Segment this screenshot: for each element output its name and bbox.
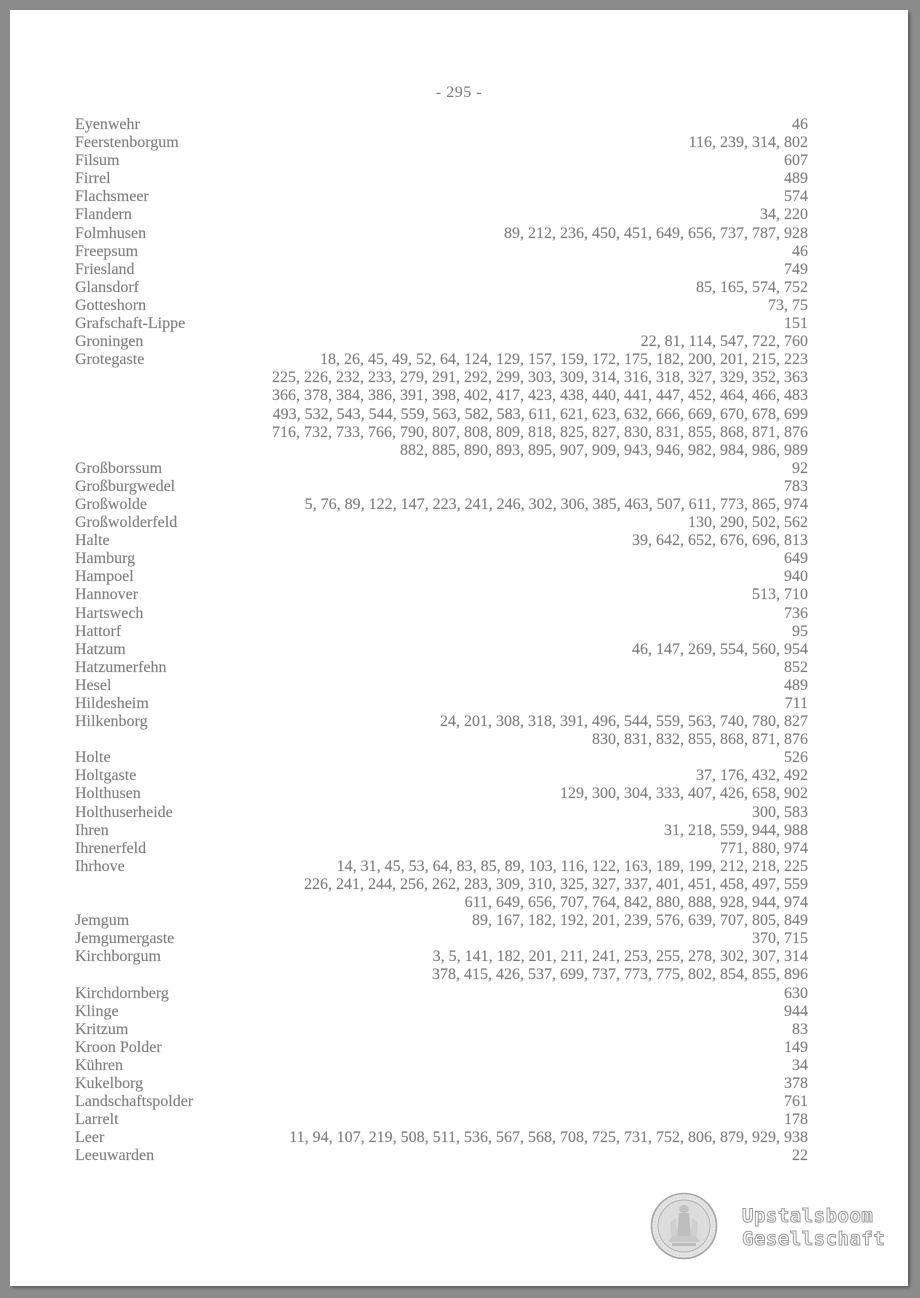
index-page-refs [147,496,808,514]
index-page-refs [154,1147,808,1165]
index-term: Filsum [75,152,120,170]
index-page-refs [144,351,808,460]
page-ref-line: 493, 532, 543, 544, 559, 563, 582, 583, 611, 621, 623, 632, 666, 669, 670, 678, 699 [272,405,808,423]
index-page-refs [174,930,808,948]
index-entry [75,315,808,333]
index-term: Leeuwarden [75,1147,155,1165]
index-page-refs [125,858,808,912]
index-entry [75,840,808,858]
page-ref-line: 31, 218, 559, 944, 988 [664,821,808,839]
index-term: Klinge [75,1002,119,1020]
index-page-refs [104,1129,808,1147]
index-term: Folmhusen [75,224,147,242]
index-entry [75,659,808,677]
index-entry [75,514,808,532]
index-page-refs [173,804,808,822]
index-entry [75,930,808,948]
index-page-refs [177,514,808,532]
index-term: Landschaftspolder [75,1093,194,1111]
index-term: Hattorf [75,622,122,640]
index-term: Ihrhove [75,857,125,875]
index-page-refs [146,840,808,858]
index-entry [75,948,808,984]
index-entry [75,351,808,460]
index-entry [75,188,808,206]
page-ref-line: 513, 710 [752,586,808,604]
index-entry [75,1039,808,1057]
index-term: Freepsum [75,242,139,260]
index-term: Holthuserheide [75,803,173,821]
index-page-refs [141,785,808,803]
page-ref-line: 3, 5, 141, 182, 201, 211, 241, 253, 255, 278, 302, 307, 314 [432,948,808,966]
index-entry [75,116,808,134]
index-term: Kritzum [75,1020,129,1038]
index-term: Großwolde [75,495,147,513]
index-entry [75,1111,808,1129]
index-page-refs [148,713,808,749]
index-term: Grafschaft-Lippe [75,315,186,333]
index-term: Groningen [75,333,144,351]
page-ref-line: 489 [784,170,808,188]
index-term: Hartswech [75,604,144,622]
page-ref-line: 830, 831, 832, 855, 868, 871, 876 [592,731,808,749]
index-entry [75,568,808,586]
index-entry [75,804,808,822]
index-term: Hamburg [75,550,136,568]
index-page-refs [149,695,808,713]
index-page-refs [169,985,808,1003]
page-ref-line: 716, 732, 733, 766, 790, 807, 808, 809, 818, 825, 827, 830, 831, 855, 868, 871, 876 [272,423,808,441]
index-page-refs [185,315,808,333]
index-term: Hannover [75,586,139,604]
index-page-refs [135,550,808,568]
page-ref-line: 378, 415, 426, 537, 699, 737, 773, 775, 802, 854, 855, 896 [432,966,808,984]
index-entry [75,1003,808,1021]
index-page-refs [111,749,808,767]
index-term: Jemgumergaste [75,930,175,948]
index-page-refs [129,912,808,930]
index-entry [75,1093,808,1111]
page-ref-line: 630 [784,984,808,1002]
index-entry [75,605,808,623]
index-term: Kroon Polder [75,1038,162,1056]
index-term: Larrelt [75,1111,119,1129]
index-term: Hildesheim [75,695,149,712]
index-page-refs [119,1111,808,1129]
index-term: Leer [75,1129,105,1147]
index-page-refs [111,170,808,188]
page-ref-line: 24, 201, 308, 318, 391, 496, 544, 559, 563, 740, 780, 827 [440,713,808,731]
index-term: Jemgum [75,912,130,930]
page-ref-line: 89, 212, 236, 450, 451, 649, 656, 737, 787, 928 [504,224,808,242]
page-ref-line: 761 [784,1093,808,1111]
page-ref-line: 89, 167, 182, 192, 201, 239, 576, 639, 707, 805, 849 [472,912,808,930]
index-term: Kühren [75,1056,123,1074]
page-ref-line: 92 [792,459,808,477]
index-entry [75,532,808,550]
index-page-refs [146,225,808,243]
place-index-list [75,116,808,1165]
index-entry [75,1057,808,1075]
page-ref-line: 649 [784,550,808,568]
page-ref-line: 611, 649, 656, 707, 764, 842, 880, 888, 928, 944, 974 [464,894,808,912]
page-ref-line: 489 [784,676,808,694]
index-page-refs [123,1057,808,1075]
index-term: Halte [75,532,110,550]
page-ref-line: 771, 880, 974 [720,839,808,857]
index-term: Firrel [75,170,111,188]
index-page-refs [119,152,808,170]
index-term: Ihrenerfeld [75,839,147,857]
index-entry [75,586,808,604]
index-entry [75,225,808,243]
index-entry [75,641,808,659]
index-entry [75,478,808,496]
index-entry [75,985,808,1003]
page-ref-line: 34 [792,1056,808,1074]
page-ref-line: 225, 226, 232, 233, 279, 291, 292, 299, 303, 309, 314, 316, 318, 327, 329, 352, 363 [272,369,808,387]
index-entry [75,695,808,713]
page-ref-line: 37, 176, 432, 492 [696,767,808,785]
index-term: Holthusen [75,785,141,803]
index-term: Kirchdornberg [75,984,169,1002]
page-ref-line: 178 [784,1111,808,1129]
index-term: Großburgwedel [75,477,176,495]
index-entry [75,767,808,785]
page-ref-line: 783 [784,477,808,495]
index-page-refs [162,1039,808,1057]
index-entry [75,460,808,478]
index-entry [75,1075,808,1093]
index-page-refs [134,568,808,586]
index-entry [75,912,808,930]
index-page-refs [167,659,808,677]
index-page-refs [143,605,808,623]
index-page-refs [143,333,808,351]
index-term: Großwolderfeld [75,514,178,532]
page-ref-line: 574 [784,188,808,206]
index-term: Hesel [75,676,112,694]
page-ref-line: 366, 378, 384, 386, 391, 398, 402, 417, 423, 438, 440, 441, 447, 452, 464, 466, 483 [272,387,808,405]
index-entry [75,170,808,188]
index-entry [75,297,808,315]
page-ref-line: 83 [792,1020,808,1038]
page-ref-line: 129, 300, 304, 333, 407, 426, 658, 902 [560,785,808,803]
page-ref-line: 22, 81, 114, 547, 722, 760 [640,333,808,351]
index-page-refs [162,460,808,478]
page-ref-line: 940 [784,568,808,586]
index-term: Hilkenborg [75,713,148,731]
index-term: Glansdorf [75,278,139,296]
index-term: Ihren [75,821,109,839]
page-ref-line: 944 [784,1002,808,1020]
page-ref-line: 151 [784,315,808,333]
page-ref-line: 85, 165, 574, 752 [696,278,808,296]
index-term: Flachsmeer [75,188,149,206]
brand-line-2: Gesellschaft [742,1228,886,1250]
page-ref-line: 149 [784,1038,808,1056]
index-page-refs [138,243,808,261]
index-term: Holtgaste [75,767,137,785]
index-entry [75,550,808,568]
page-ref-line: 46 [792,116,808,133]
index-entry [75,1021,808,1039]
index-entry [75,134,808,152]
page-ref-line: 526 [784,749,808,767]
index-term: Kirchborgum [75,948,161,966]
page-ref-line: 73, 75 [768,296,808,314]
index-entry [75,261,808,279]
index-term: Kukelborg [75,1074,144,1092]
index-page-refs [110,532,808,550]
index-page-refs [138,586,808,604]
index-term: Hatzum [75,640,126,658]
page-ref-line: 226, 241, 244, 256, 262, 283, 309, 310, 325, 327, 337, 401, 451, 458, 497, 559 [304,875,808,893]
page-ref-line: 749 [784,260,808,278]
index-page-refs [128,1021,808,1039]
index-page-refs [179,134,808,152]
index-page-refs [146,297,808,315]
index-page-refs [119,1003,808,1021]
index-term: Friesland [75,260,135,278]
index-entry [75,1147,808,1165]
index-page-refs [135,261,808,279]
index-page-refs [193,1093,808,1111]
page-ref-line: 39, 642, 652, 676, 696, 813 [632,532,808,550]
index-page-refs [140,116,808,134]
index-term: Großborssum [75,459,163,477]
society-seal-icon [650,1192,718,1260]
page-ref-line: 882, 885, 890, 893, 895, 907, 909, 943, 946, 982, 984, 986, 989 [400,441,808,459]
index-entry [75,677,808,695]
index-entry [75,713,808,749]
index-page-refs [139,279,808,297]
page-ref-line: 14, 31, 45, 53, 64, 83, 85, 89, 103, 116, 122, 163, 189, 199, 212, 218, 225 [336,857,808,875]
index-entry [75,785,808,803]
page-ref-line: 736 [784,604,808,622]
index-entry [75,152,808,170]
index-term: Feerstenborgum [75,134,179,152]
index-entry [75,623,808,641]
index-page-refs [143,1075,808,1093]
document-page [10,10,908,1286]
index-term: Hampoel [75,568,134,586]
index-entry [75,279,808,297]
index-entry [75,1129,808,1147]
page-ref-line: 852 [784,658,808,676]
index-term: Eyenwehr [75,116,140,133]
page-ref-line: 607 [784,152,808,170]
index-page-refs [149,188,808,206]
page-ref-line: 95 [792,622,808,640]
index-term: Holte [75,749,111,767]
index-page-refs [121,623,808,641]
page-ref-line: 22 [792,1147,808,1165]
index-entry [75,749,808,767]
index-page-refs [109,822,808,840]
index-entry [75,822,808,840]
page-ref-line: 34, 220 [760,206,808,224]
page-ref-line: 11, 94, 107, 219, 508, 511, 536, 567, 568, 708, 725, 731, 752, 806, 879, 929, 938 [289,1129,808,1147]
index-entry [75,333,808,351]
brand-line-1: Upstalsboom [742,1205,874,1227]
page-ref-line: 46 [792,242,808,260]
publisher-footer [650,1186,900,1268]
index-page-refs [126,641,808,659]
index-page-refs [111,677,808,695]
index-entry [75,243,808,261]
index-page-refs [136,767,808,785]
index-page-refs [161,948,808,984]
index-page-refs [132,206,808,224]
page-ref-line: 300, 583 [752,803,808,821]
page-number: - 295 - [435,84,483,101]
index-term: Grotegaste [75,351,145,369]
index-entry [75,206,808,224]
page-ref-line: 5, 76, 89, 122, 147, 223, 241, 246, 302, 306, 385, 463, 507, 611, 773, 865, 974 [304,495,808,513]
index-term: Hatzumerfehn [75,658,167,676]
page-ref-line: 711 [784,695,808,712]
page-ref-line: 18, 26, 45, 49, 52, 64, 124, 129, 157, 159, 172, 175, 182, 200, 201, 215, 223 [320,351,808,369]
page-ref-line: 370, 715 [752,930,808,948]
index-page-refs [175,478,808,496]
index-term: Flandern [75,206,132,224]
publisher-brand [742,1205,885,1251]
index-entry [75,858,808,912]
index-entry [75,496,808,514]
page-ref-line: 130, 290, 502, 562 [688,514,808,532]
page-ref-line: 116, 239, 314, 802 [688,134,808,152]
page-ref-line: 378 [784,1074,808,1092]
index-term: Gotteshorn [75,296,147,314]
page-ref-line: 46, 147, 269, 554, 560, 954 [632,640,808,658]
